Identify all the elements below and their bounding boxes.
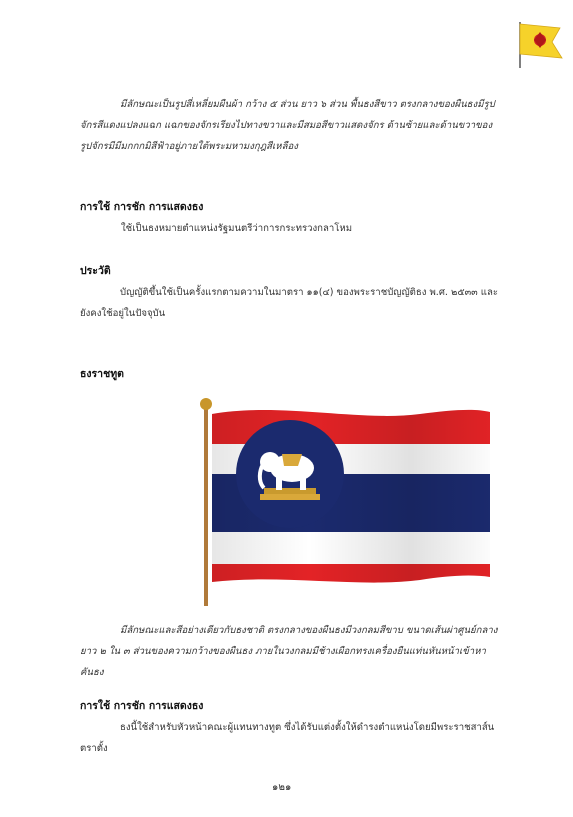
flag-description: มีลักษณะและสีอย่างเดียวกับธงชาติ ตรงกลางของผืนธงมีวงกลมสีขาบ ขนาดเส้นผ่าศูนย์กลางยาว ๒ ใน ๓ ส่วนของความกว้างของผืนธง ภายในวงกลมมีช้างเผือกทรงเครื่องยืนแท่นหันหน้าเข้าหาคันธง (80, 625, 498, 678)
history-heading: ประวัติ (80, 265, 111, 277)
ambassador-flag-icon (190, 392, 510, 607)
usage-heading-2: การใช้ การชัก การแสดงธง (80, 700, 204, 712)
intro-paragraph: มีลักษณะเป็นรูปสี่เหลี่ยมผืนผ้า กว้าง ๕ ส่วน ยาว ๖ ส่วน พื้นธงสีขาว ตรงกลางของผืนธงมีรูปจักรสีแดงแปลงแฉก แฉกของจักรเรียงไปทางขวาและมีสมอสีขาวแสดงจักร ด้านซ้ายและด้านขวาของรูปจักรมีมีมกกกมิสีฟ้าอยู่ภายใต้พระมหามงกุฎสีเหลือง (80, 99, 495, 152)
usage-heading-1: การใช้ การชัก การแสดงธง (80, 201, 204, 213)
page-number: ๑๒๑ (272, 782, 292, 793)
garuda-flag-icon (512, 18, 568, 70)
usage-text-2: ธงนี้ใช้สำหรับหัวหน้าคณะผู้แทนทางทูต ซึ่งได้รับแต่งตั้งให้ดำรงตำแหน่งโดยมีพระราชสาส์นตราตั้ง (80, 722, 495, 754)
flag-title: ธงราชทูต (80, 368, 124, 380)
history-text: บัญญัติขึ้นใช้เป็นครั้งแรกตามความในมาตรา ๑๑(๔) ของพระราชบัญญัติธง พ.ศ. ๒๕๓๓ และยังคงใช้อยู่ในปัจจุบัน (80, 287, 498, 319)
usage-text-1: ใช้เป็นธงหมายตำแหน่งรัฐมนตรีว่าการกระทรวงกลาโหม (121, 223, 353, 234)
